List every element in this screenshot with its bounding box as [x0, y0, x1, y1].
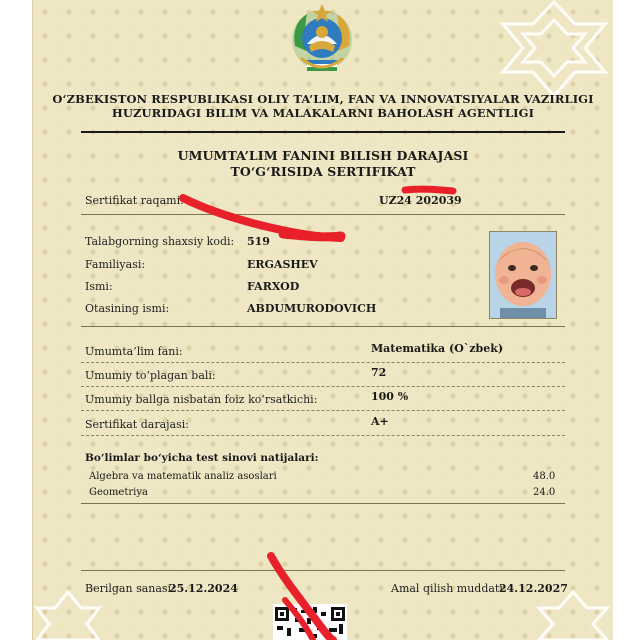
section-score: 48.0: [533, 471, 556, 482]
patronymic-value: ABDUMURODOVICH: [247, 302, 377, 315]
total-score-label: Umumiy to‘plagan bali:: [85, 369, 216, 382]
divider: [81, 362, 565, 363]
qr-code-icon: [273, 604, 347, 640]
first-name-value: FARXOD: [247, 280, 300, 293]
corner-ornament-top-right: [495, 0, 613, 100]
divider: [81, 410, 565, 411]
issue-date-value: 25.12.2024: [169, 582, 238, 595]
corner-ornament-bottom-right: [533, 590, 613, 640]
divider: [81, 326, 565, 327]
certificate-document: [32, 0, 613, 640]
certificate-title-line-1: UMUMTA’LIM FANINI BILISH DARAJASI: [177, 148, 469, 163]
divider: [81, 435, 565, 436]
section-score: 24.0: [533, 487, 556, 498]
percent-value: 100 %: [371, 390, 409, 403]
divider: [81, 214, 565, 215]
issue-date-label: Berilgan sanasi:: [85, 582, 175, 595]
ministry-name-line-2: HUZURIDAGI BILIM VA MALAKALARNI BAHOLASH AGENTLIGI: [111, 106, 535, 120]
certificate-number-label: Sertifikat raqami:: [85, 194, 184, 207]
section-name: Geometriya: [89, 487, 148, 498]
state-emblem-icon: [287, 2, 357, 78]
surname-label: Familiyasi:: [85, 258, 146, 271]
personal-code-value: 519: [247, 235, 270, 248]
total-score-value: 72: [371, 366, 387, 379]
surname-value: ERGASHEV: [247, 258, 318, 271]
footer-divider: [81, 570, 565, 571]
certificate-level-value: A+: [371, 415, 389, 428]
subject-value: Matematika (O`zbek): [371, 342, 504, 355]
sections-title: Bo‘limlar bo‘yicha test sinovi natijalari:: [85, 452, 319, 464]
validity-label: Amal qilish muddati:: [391, 582, 507, 595]
section-name: Algebra va matematik analiz asoslari: [89, 471, 277, 482]
validity-value: 24.12.2027: [499, 582, 568, 595]
first-name-label: Ismi:: [85, 280, 113, 293]
baby-face-photo-icon: [490, 232, 556, 318]
certificate-title-line-2: TO‘G‘RISIDA SERTIFIKAT: [230, 164, 416, 179]
patronymic-label: Otasining ismi:: [85, 302, 170, 315]
header-divider: [81, 131, 565, 133]
holder-photo: [489, 231, 557, 319]
certificate-number-value: UZ24 202039: [379, 194, 462, 207]
divider: [81, 386, 565, 387]
certificate-level-label: Sertifikat darajasi:: [85, 418, 189, 431]
subject-label: Umumta’lim fani:: [85, 345, 183, 358]
percent-label: Umumiy ballga nisbatan foiz ko‘rsatkichi:: [85, 393, 318, 406]
corner-ornament-bottom-left: [33, 590, 103, 640]
personal-code-label: Talabgorning shaxsiy kodi:: [85, 235, 235, 248]
divider: [81, 503, 565, 504]
ministry-name-line-1: O‘ZBEKISTON RESPUBLIKASI OLIY TA’LIM, FAN VA INNOVATSIYALAR VAZIRLIGI: [52, 92, 594, 106]
